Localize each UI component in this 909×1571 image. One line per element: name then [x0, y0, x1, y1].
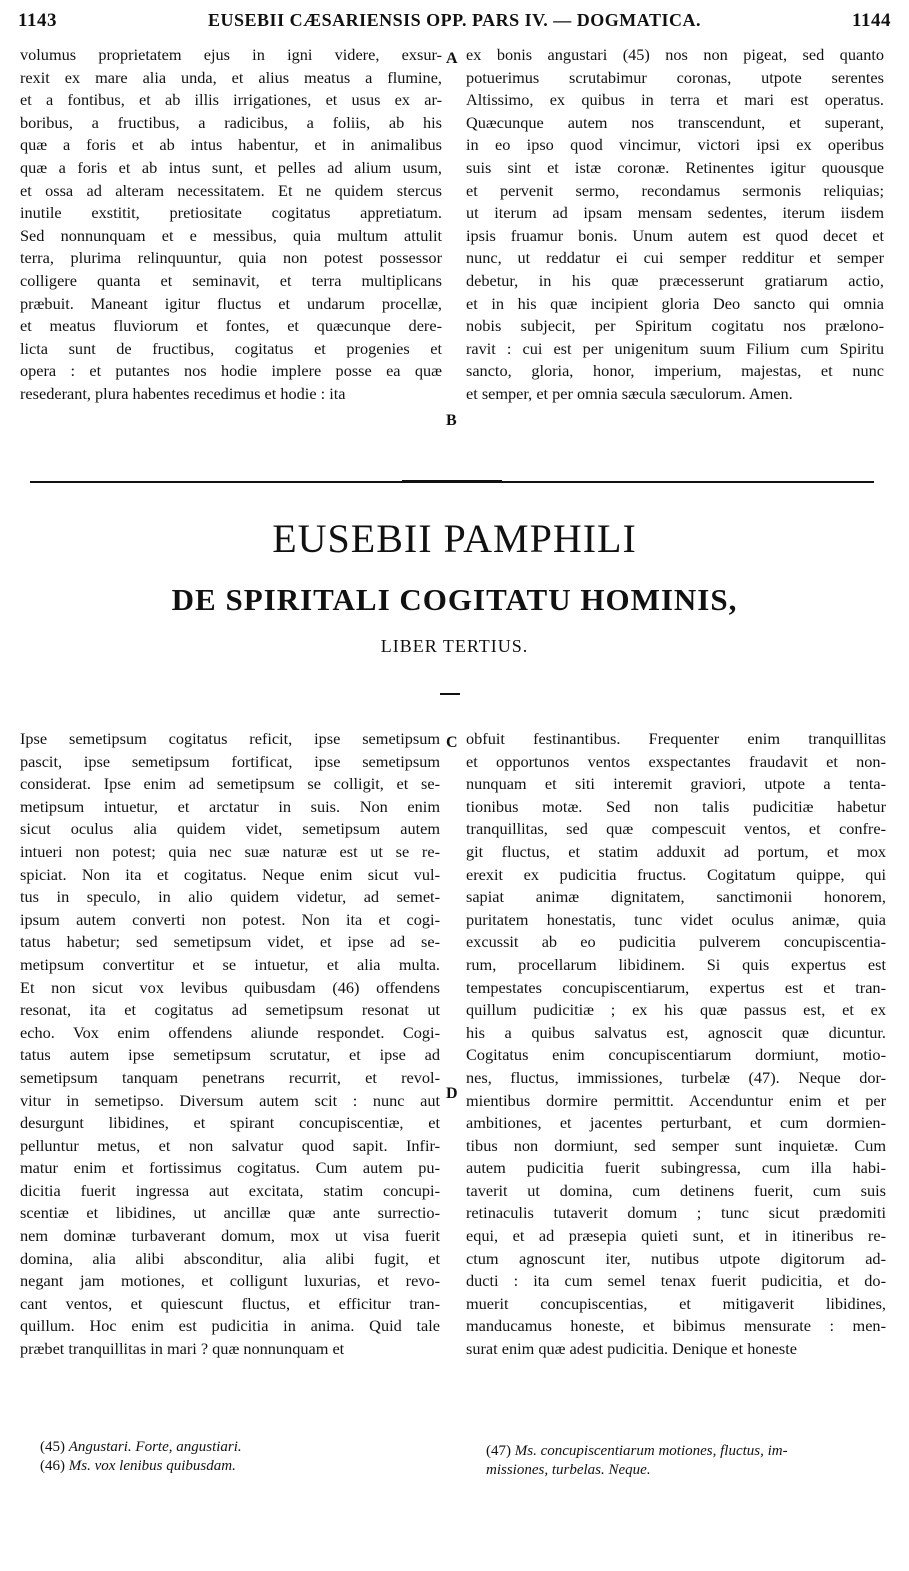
text-line: et opportunos ventos exspectantes fraudavit et non-	[466, 751, 886, 771]
footnote-text: Angustari. Forte, angustiari.	[68, 1439, 242, 1455]
text-line: tempestates concupiscentiarum, expertus est et tran-	[466, 977, 886, 997]
text-line: vitur in semetipso. Diversum autem scit : nunc aut	[20, 1090, 440, 1110]
text-line: semetipsum tanquam penetrans recurrit, et revol-	[20, 1067, 440, 1087]
text-line: quillum pudicitiæ ; ex his quæ passus est, et ex	[466, 1000, 886, 1020]
footnotes-left	[40, 1438, 440, 1476]
footnote-text: Ms. vox lenibus quibusdam.	[68, 1458, 236, 1474]
text-line: mientibus dormire permittit. Accenduntur enim et per	[466, 1090, 886, 1110]
text-line: taverit ut domina, cum detinens fuerit, cum suis	[466, 1180, 886, 1200]
text-line: echo. Vox enim offendens aliunde respondet. Cogi-	[20, 1022, 440, 1042]
text-line: muerit concupiscentias, et mitigaverit libidines,	[466, 1293, 886, 1313]
text-line: his a quibus salvatus est, agnoscit quæ dicuntur.	[466, 1022, 886, 1042]
title-dash	[440, 693, 460, 695]
text-line: licta sunt de fructibus, cogitatus et progenies et	[20, 338, 442, 358]
text-line: scentiæ et libidines, ut ancillæ quæ ante surrectio-	[20, 1203, 440, 1223]
text-line: tionibus motæ. Sed non talis pudicitiæ habetur	[466, 796, 886, 816]
footnote	[486, 1442, 886, 1461]
text-line: et pervenit sermo, recondamus sermonis reliquias;	[466, 180, 884, 200]
margin-marker-a: A	[446, 50, 458, 67]
text-line: pelluntur metus, et non salvatur quod sapit. Infir-	[20, 1135, 440, 1155]
text-line: resonat, ita et cogitatus ad semetipsum resonat ut	[20, 1000, 440, 1020]
text-line: spiciat. Non ita et cogitatus. Neque enim sicut vul-	[20, 864, 440, 884]
text-line: nem dominæ turbaverant domum, mox ut visa fuerit	[20, 1226, 440, 1246]
section-title-book: LIBER TERTIUS.	[380, 636, 529, 656]
text-line: debetur, in his quæ præcesserunt gratiarum actio,	[466, 270, 884, 290]
text-line: negant jam motiones, et colligunt luxurias, et revo-	[20, 1271, 440, 1291]
divider-rule-right	[502, 481, 874, 483]
text-line: suis sint et istæ coronæ. Retinentes igitur quousque	[466, 157, 884, 177]
text-line: ducti : ita cum semel tenax fuerit pudicitia, et do-	[466, 1271, 886, 1291]
text-line: ambitiones, et jacentes perturbant, et cum dormien-	[466, 1113, 886, 1133]
text-line: sapiat animæ dignitatem, sanctimonii honorem,	[466, 887, 886, 907]
text-line: et meatus fluviorum et fontes, et quæcunque dere-	[20, 316, 442, 336]
text-line: erexit ex pudicitia fructus. Cogitatum quippe, qui	[466, 864, 886, 884]
text-line: Ipse semetipsum cogitatus reficit, ipse semetipsum	[20, 729, 440, 748]
margin-marker-c: C	[446, 734, 458, 751]
text-line: in eo ipso quod vincimur, victori ipsi ex operibus	[466, 135, 884, 155]
text-line: rum, procellarum libidinem. Si quis expertus est	[466, 954, 886, 974]
text-line: quæ a foris et ab intus habentur, et in animalibus	[20, 135, 442, 155]
text-line: tus in speculo, in alio quidem videtur, ad semet-	[20, 887, 440, 907]
text-line: retinaculis tutaverit domum ; tunc sicut prædomiti	[466, 1203, 886, 1223]
page-number-right: 1144	[852, 10, 891, 31]
text-line: terra, plurima relinquuntur, quia non potest possessor	[20, 248, 442, 268]
text-line: et semper, et per omnia sæcula sæculorum. Amen.	[466, 383, 793, 403]
text-line: opera : et putantes nos hodie implere posse ea quæ	[20, 361, 442, 381]
top-left-column	[20, 44, 442, 406]
text-line: ut iterum ad ipsam mensam sedentes, iterum iisdem	[466, 203, 884, 223]
text-line: dicitia fuerit ingressa aut excitata, statim concupi-	[20, 1180, 440, 1200]
text-line: equi, et ad præsepia quieti sunt, et in itineribus re-	[466, 1226, 886, 1246]
main-right-column	[466, 728, 886, 1361]
top-right-column	[466, 44, 884, 406]
divider-rule-left	[30, 481, 402, 483]
text-line: puritatem honestatis, tunc videt oculus animæ, quia	[466, 909, 886, 929]
text-line: Et non sicut vox levibus quibusdam (46) offendens	[20, 977, 440, 997]
text-line: pascit, ipse semetipsum fortificat, ipse semetipsum	[20, 751, 440, 771]
text-line: ipsum autem converti non potest. Non ita et cogi-	[20, 909, 440, 929]
text-line: domina, alia alibi absconditur, alia alibi fugit, et	[20, 1248, 440, 1268]
text-line: manducamus honeste, et bibimus mensurate : men-	[466, 1316, 886, 1336]
text-line: inutile exstitit, pretiositate cogitatus appretiatum.	[20, 203, 442, 223]
text-line: obfuit festinantibus. Frequenter enim tranquillitas	[466, 729, 886, 748]
text-line: metipsum convertitur et se intuetur, et alia multa.	[20, 954, 440, 974]
text-line: sicut oculus alia quidem videt, semetipsum autem	[20, 819, 440, 839]
text-line: Altissimo, ex quibus in terra et mari est operatus.	[466, 90, 884, 110]
text-line: ex bonis angustari (45) nos non pigeat, sed quanto	[466, 45, 884, 64]
footnotes-right	[486, 1442, 886, 1480]
text-line: Cogitatus enim concupiscentiarum dormiunt, motio-	[466, 1045, 886, 1065]
text-line: quillum. Hoc enim est pudicitia in anima. Quid tale	[20, 1316, 440, 1336]
footnote-number: (45)	[40, 1439, 69, 1455]
text-line: tatus habetur; sed semetipsum videt, et ipse ad se-	[20, 932, 440, 952]
text-line: autem pudicitia fuerit subingressa, cum illa habi-	[466, 1158, 886, 1178]
text-line: ctum agnoscunt iter, nutibus utpote digitorum ad-	[466, 1248, 886, 1268]
text-line: desurgunt libidines, et spirant concupiscentiæ, et	[20, 1113, 440, 1133]
text-line: cant ventos, et quiescunt fluctus, et efficitur tran-	[20, 1293, 440, 1313]
text-line: matur enim et fortissimus cogitatus. Cum autem pu-	[20, 1158, 440, 1178]
main-left-column	[20, 728, 440, 1361]
text-line: præbuit. Maneant igitur fluctus et undarum procellæ,	[20, 293, 442, 313]
text-line: nunc, ut reddatur ei cui semper redditur et semper	[466, 248, 884, 268]
footnote	[40, 1457, 440, 1476]
text-line: nes, fluctus, immissiones, turbelæ (47). Neque dor-	[466, 1067, 886, 1087]
page-number-left: 1143	[18, 10, 57, 31]
footnote-number: (46)	[40, 1458, 69, 1474]
text-line: resederant, plura habentes recedimus et hodie : ita	[20, 383, 346, 403]
text-line: colligere quanta et seminavit, et terra multiplicans	[20, 270, 442, 290]
text-line: tatus autem ipse semetipsum scrutatur, et ipse ad	[20, 1045, 440, 1065]
text-line: rexit ex mare alia unda, et alius meatus a flumine,	[20, 67, 442, 87]
text-line: sancto, gloria, honor, imperium, majestas, et nunc	[466, 361, 884, 381]
text-line: excussit ab eo pudicitia pulverem concupiscentia-	[466, 932, 886, 952]
margin-marker-d: D	[446, 1085, 458, 1102]
footnote	[486, 1461, 886, 1480]
text-line: boribus, a fructibus, a radicibus, a foliis, ab his	[20, 112, 442, 132]
text-line: surat enim quæ adest pudicitia. Denique et honeste	[466, 1339, 797, 1359]
footnote-text: missiones, turbelas. Neque.	[486, 1462, 651, 1478]
divider-rule-center	[402, 480, 502, 483]
text-line: Sed nonnunquam et e messibus, quia multum attulit	[20, 225, 442, 245]
text-line: ravit : cui est per unigenitum suum Filium cum Spiritu	[466, 338, 884, 358]
text-line: nunquam et siti interemit graviori, utpote a tenta-	[466, 774, 886, 794]
running-title: EUSEBII CÆSARIENSIS OPP. PARS IV. — DOGMATICA.	[208, 10, 701, 30]
text-line: quæ a foris et ab intus sunt, et pelles ad alium usum,	[20, 157, 442, 177]
text-line: git fluctus, et statim adduxit ad portum, et mox	[466, 841, 886, 861]
margin-marker-b: B	[446, 412, 457, 429]
text-line: nobis subjecit, per Spiritum cogitatu nos prælono-	[466, 316, 884, 336]
section-title-author: EUSEBII PAMPHILI	[272, 516, 637, 561]
text-line: ipsis fruamur bonis. Unum autem est quod decet et	[466, 225, 884, 245]
text-line: considerat. Ipse enim ad semetipsum se colligit, et se-	[20, 774, 440, 794]
footnote-text: Ms. concupiscentiarum motiones, fluctus, im-	[514, 1443, 788, 1459]
section-title-work: DE SPIRITALI COGITATU HOMINIS,	[171, 582, 738, 617]
text-line: præbet tranquillitas in mari ? quæ nonnunquam et	[20, 1339, 345, 1359]
text-line: metipsum intuetur, et arctatur in suis. Non enim	[20, 796, 440, 816]
text-line: et in his quæ incipient gloria Deo sancto qui omnia	[466, 293, 884, 313]
text-line: et a fontibus, et ab illis irrigationes, et usus ex ar-	[20, 90, 442, 110]
text-line: potuerimus scrutabimur coronas, utpote serentes	[466, 67, 884, 87]
footnote-number: (47)	[486, 1443, 515, 1459]
text-line: intueri non potest; quia nec suæ naturæ est ut se re-	[20, 841, 440, 861]
footnote	[40, 1438, 440, 1457]
text-line: et ossa ad alteram necessitatem. Et ne quidem stercus	[20, 180, 442, 200]
text-line: volumus proprietatem ejus in igni videre, exsur-	[20, 45, 442, 64]
text-line: Quæcunque autem nos transcendunt, et superant,	[466, 112, 884, 132]
text-line: tibus non dormiunt, sed semper sunt inquietæ. Cum	[466, 1135, 886, 1155]
text-line: tranquillitas, sed quæ compescuit ventos, et confre-	[466, 819, 886, 839]
